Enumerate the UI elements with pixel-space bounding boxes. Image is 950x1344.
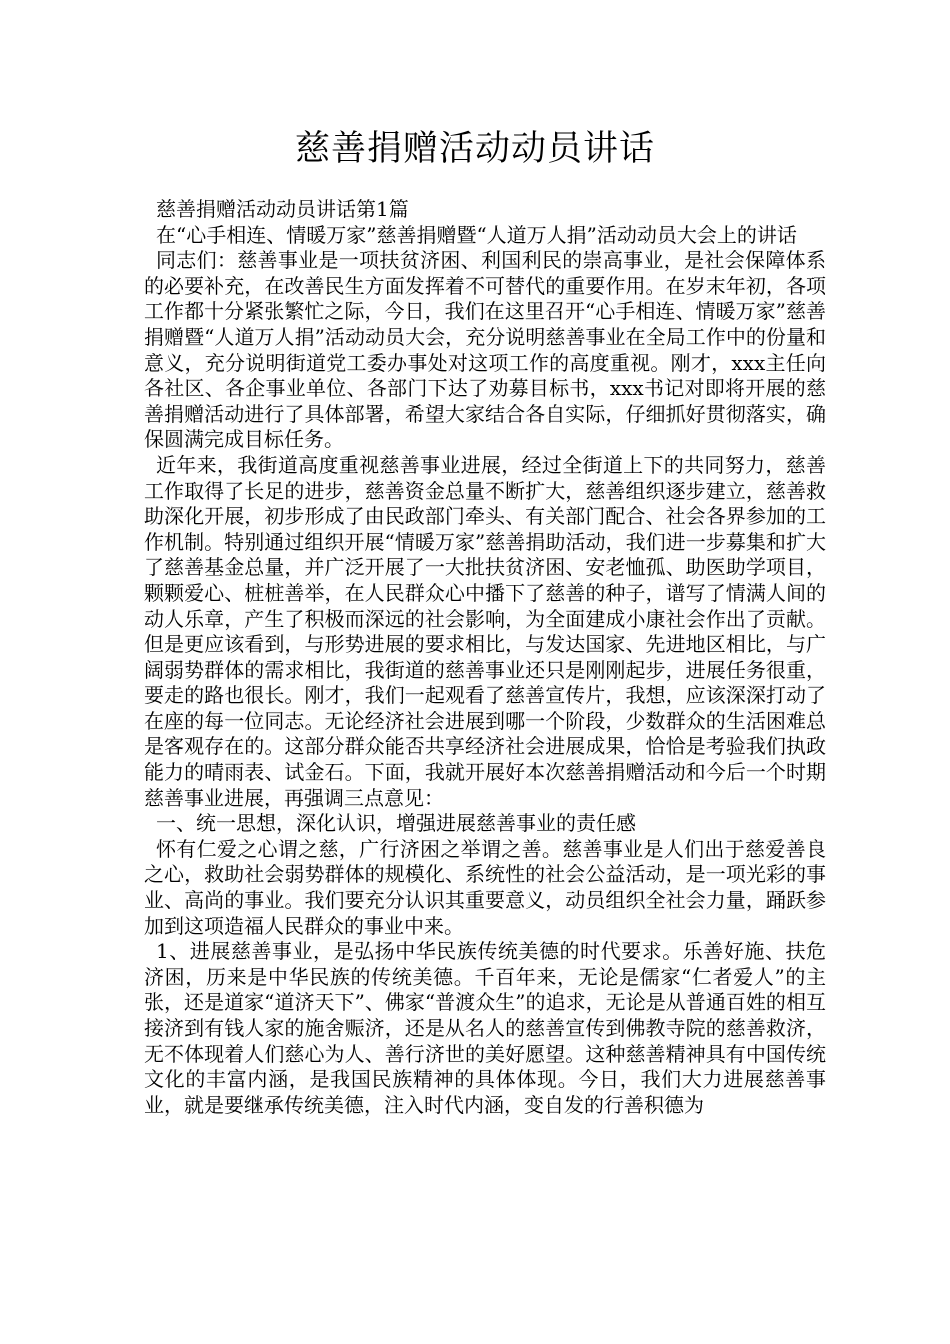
document-title: 慈善捐赠活动动员讲话 <box>294 129 655 169</box>
paragraph-subheading: 一、统一思想，深化认识，增强进展慈善事业的责任感 <box>156 811 636 836</box>
paragraph: 近年来，我街道高度重视慈善事业进展，经过全街道上下的共同努力，慈善工作取得了长足的进步，慈善资金总量不断扩大，慈善组织逐步建立，慈善救助深化开展，初步形成了由民政部门牵头、有关部门配合、社会各界参加的工作机制。特别通过组织开展“情暖万家”慈善捐助活动，我们进一步募集和扩大了慈善基金总量，并广泛开展了一大批扶贫济困、安老恤孤、助医助学项目，颗颗爱心、桩桩善举，在人民群众心中播下了慈善的种子，谱写了情满人间的动人乐章，产生了积极而深远的社会影响，为全面建成小康社会作出了贡献。但是更应该看到，与形势进展的要求相比，与发达国家、先进地区相比，与广阔弱势群体的需求相比，我街道的慈善事业还只是刚刚起步，进展任务很重，要走的路也很长。刚才，我们一起观看了慈善宣传片，我想，应该深深打动了在座的每一位同志。无论经济社会进展到哪一个阶段，少数群众的生活困难总是客观存在的。这部分群众能否共享经济社会进展成果，恰恰是考验我们执政能力的晴雨表、试金石。下面，我就开展好本次慈善捐赠活动和今后一个时期慈善事业进展，再强调三点意见： <box>144 452 826 810</box>
paragraph: 同志们：慈善事业是一项扶贫济困、利国利民的崇高事业，是社会保障体系的必要补充，在改善民生方面发挥着不可替代的重要作用。在岁末年初，各项工作都十分紧张繁忙之际，今日，我们在这里召开“心手相连、情暖万家”慈善捐赠暨“人道万人捐”活动动员大会，充分说明慈善事业在全局工作中的份量和意义，充分说明街道党工委办事处对这项工作的高度重视。刚才，xxx主任向各社区、各企事业单位、各部门下达了劝募目标书，xxx书记对即将开展的慈善捐赠活动进行了具体部署，希望大家结合各自实际，仔细抓好贯彻落实，确保圆满完成目标任务。 <box>144 248 826 452</box>
document-body <box>144 197 826 1118</box>
paragraph-section-heading: 慈善捐赠活动动员讲话第1篇 <box>156 197 409 221</box>
paragraph: 怀有仁爱之心谓之慈，广行济困之举谓之善。慈善事业是人们出于慈爱善良之心，救助社会弱势群体的规模化、系统性的社会公益活动，是一项光彩的事业、高尚的事业。我们要充分认识其重要意义，动员组织全社会力量，踊跃参加到这项造福人民群众的事业中来。 <box>144 836 826 938</box>
paragraph: 1、进展慈善事业，是弘扬中华民族传统美德的时代要求。乐善好施、扶危济困，历来是中华民族的传统美德。千百年来，无论是儒家“仁者爱人”的主张，还是道家“道济天下”、佛家“普渡众生”的追求，无论是从普通百姓的相互接济到有钱人家的施舍赈济，还是从名人的慈善宣传到佛教寺院的慈善救济，无不体现着人们慈心为人、善行济世的美好愿望。这种慈善精神具有中国传统文化的丰富内涵，是我国民族精神的具体体现。今日，我们大力进展慈善事业，就是要继承传统美德，注入时代内涵，变自发的行善积德为 <box>144 939 826 1117</box>
paragraph-speech-title: 在“心手相连、情暖万家”慈善捐赠暨“人道万人捐”活动动员大会上的讲话 <box>156 222 797 247</box>
